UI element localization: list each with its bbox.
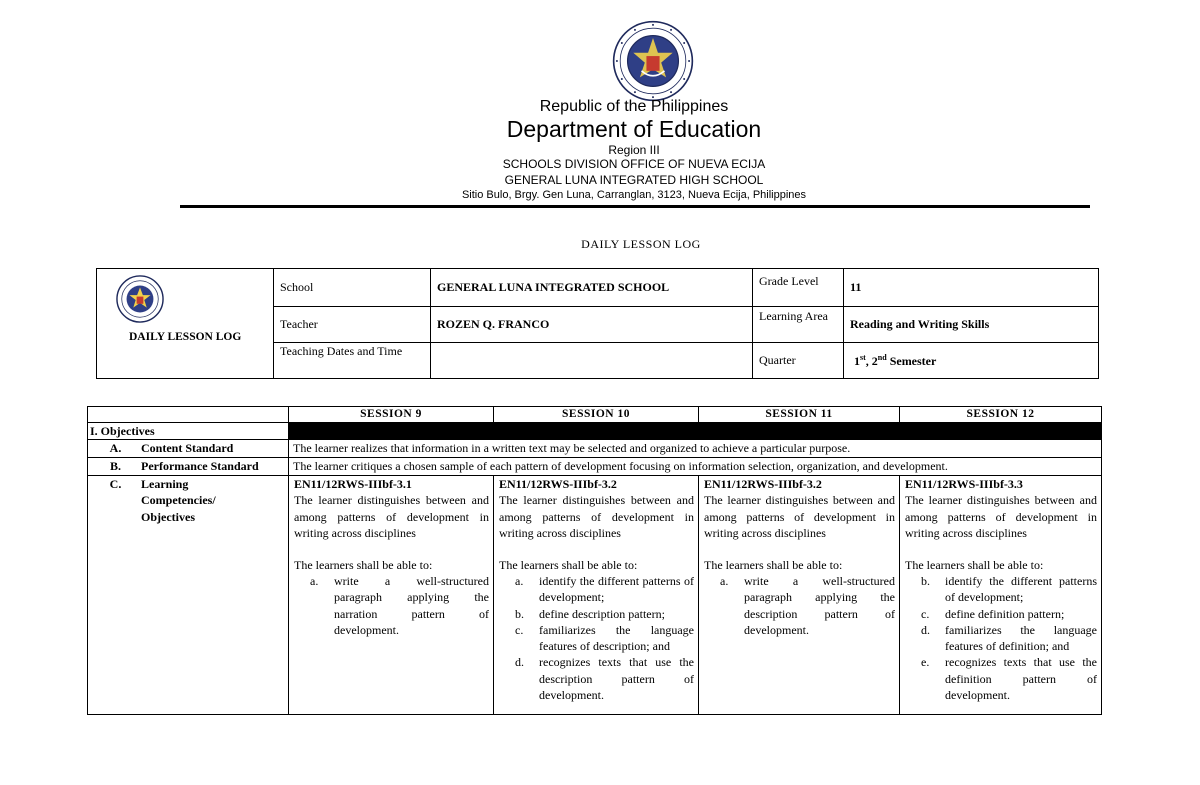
list-marker: d. — [921, 622, 930, 637]
list-marker: b. — [515, 606, 524, 621]
deped-seal-icon — [612, 20, 694, 102]
quarter-second-sup: nd — [877, 352, 887, 362]
competencies-label — [88, 476, 289, 715]
competencies-marker: C. — [109, 477, 122, 492]
performance-standard-label — [88, 458, 289, 476]
competency-code: EN11/12RWS-IIIbf-3.2 — [499, 477, 617, 492]
list-text: identify the different patterns of development; — [945, 574, 1097, 605]
list-text: identify the different patterns of development; — [539, 574, 694, 605]
list-marker: e. — [921, 655, 930, 670]
republic-line: Republic of the Philippines — [539, 98, 729, 115]
area-label: Learning Area — [753, 307, 844, 343]
list-text: define definition pattern; — [945, 606, 1065, 621]
competency-description: The learner distinguishes between and among patterns of development in writing across disciplines — [905, 493, 1097, 540]
deped-seal-small-icon — [116, 275, 164, 323]
content-standard-marker: A. — [109, 441, 122, 456]
list-marker: b. — [921, 574, 930, 589]
competency-intro: The learners shall be able to: — [499, 558, 638, 573]
division-line: SCHOOLS DIVISION OFFICE OF NUEVA ECIJA — [502, 157, 766, 171]
letterhead-divider — [180, 205, 1090, 208]
competencies-title-line1: Learning — [141, 477, 189, 492]
list-item — [499, 654, 694, 703]
session-header: SESSION 10 — [494, 407, 699, 423]
teacher-value: ROZEN Q. FRANCO — [431, 307, 753, 343]
content-standard-label — [88, 440, 289, 458]
content-standard-title: Content Standard — [141, 441, 234, 456]
session-competency-cell — [900, 476, 1102, 715]
list-item — [499, 622, 694, 654]
list-item — [499, 573, 694, 605]
list-text: write a well-structured paragraph applying the narration pattern of development. — [334, 574, 489, 637]
list-text: write a well-structured paragraph applying the description pattern of development. — [744, 574, 895, 637]
school-label: School — [274, 269, 431, 307]
address-line: Sitio Bulo, Brgy. Gen Luna, Carranglan, 3123, Nueva Ecija, Philippines — [461, 189, 807, 201]
performance-standard-title: Performance Standard — [141, 459, 259, 474]
content-standard-text: The learner realizes that information in a written text may be selected and organized to achieve a particular purpose. — [289, 440, 1102, 458]
list-item — [905, 573, 1097, 605]
dates-label: Teaching Dates and Time — [274, 343, 431, 379]
list-text: define description pattern; — [539, 606, 665, 621]
competencies-title-line2: Competencies/ — [141, 493, 216, 508]
objectives-label: I. Objectives — [88, 423, 289, 440]
school-line: GENERAL LUNA INTEGRATED HIGH SCHOOL — [504, 173, 764, 187]
competency-description: The learner distinguishes between and among patterns of development in writing across disciplines — [704, 493, 895, 540]
competency-code: EN11/12RWS-IIIbf-3.3 — [905, 477, 1023, 492]
quarter-suffix: Semester — [886, 353, 937, 368]
list-marker: c. — [921, 606, 930, 621]
quarter-label: Quarter — [753, 343, 844, 379]
region-line: Region III — [608, 143, 660, 157]
competency-intro: The learners shall be able to: — [294, 558, 433, 573]
list-text: familiarizes the language features of description; and — [539, 622, 694, 654]
list-text: recognizes texts that use the description pattern of development. — [539, 655, 694, 702]
list-marker: d. — [515, 655, 524, 670]
competency-intro: The learners shall be able to: — [704, 558, 843, 573]
dates-value — [431, 343, 753, 379]
objectives-bar — [289, 423, 1102, 440]
session-header: SESSION 12 — [900, 407, 1102, 423]
session-competency-cell — [289, 476, 494, 715]
list-item — [905, 606, 1097, 622]
quarter-first-sup: st — [860, 352, 866, 362]
session-competency-cell — [699, 476, 900, 715]
competency-description: The learner distinguishes between and among patterns of development in writing across disciplines — [499, 493, 694, 540]
sessions-table — [87, 406, 1102, 715]
list-marker: c. — [515, 622, 524, 637]
header-info-table — [96, 268, 1099, 379]
session-header: SESSION 9 — [289, 407, 494, 423]
list-marker: a. — [310, 574, 319, 589]
quarter-separator: , — [865, 353, 872, 368]
list-marker: a. — [720, 574, 729, 589]
quarter-second: 2 — [871, 353, 878, 368]
logo-label: DAILY LESSON LOG — [129, 331, 242, 343]
competency-code: EN11/12RWS-IIIbf-3.2 — [704, 477, 822, 492]
department-name: Department of Education — [506, 116, 762, 142]
list-item — [905, 654, 1097, 703]
list-item — [905, 622, 1097, 654]
teacher-label: Teacher — [274, 307, 431, 343]
corner-cell — [88, 407, 289, 423]
grade-label: Grade Level — [753, 269, 844, 307]
list-text: familiarizes the language features of definition; and — [945, 622, 1097, 654]
performance-standard-text: The learner critiques a chosen sample of each pattern of development focusing on information selection, organization, and development. — [289, 458, 1102, 476]
session-header: SESSION 11 — [699, 407, 900, 423]
competencies-title-line3: Objectives — [141, 509, 195, 524]
quarter-value — [844, 343, 1099, 379]
list-item — [704, 573, 895, 638]
competency-description: The learner distinguishes between and among patterns of development in writing across disciplines — [294, 493, 489, 540]
grade-value: 11 — [844, 269, 1099, 307]
list-item — [294, 573, 489, 638]
area-value: Reading and Writing Skills — [844, 307, 1099, 343]
performance-standard-marker: B. — [109, 459, 121, 474]
list-marker: a. — [515, 574, 524, 589]
competency-intro: The learners shall be able to: — [905, 558, 1044, 573]
quarter-first: 1 — [854, 353, 860, 368]
list-text: recognizes texts that use the definition pattern of development. — [945, 655, 1097, 702]
school-value: GENERAL LUNA INTEGRATED SCHOOL — [431, 269, 753, 307]
list-item — [499, 606, 694, 622]
competency-code: EN11/12RWS-IIIbf-3.1 — [294, 477, 412, 492]
session-competency-cell — [494, 476, 699, 715]
document-title: DAILY LESSON LOG — [581, 237, 701, 251]
